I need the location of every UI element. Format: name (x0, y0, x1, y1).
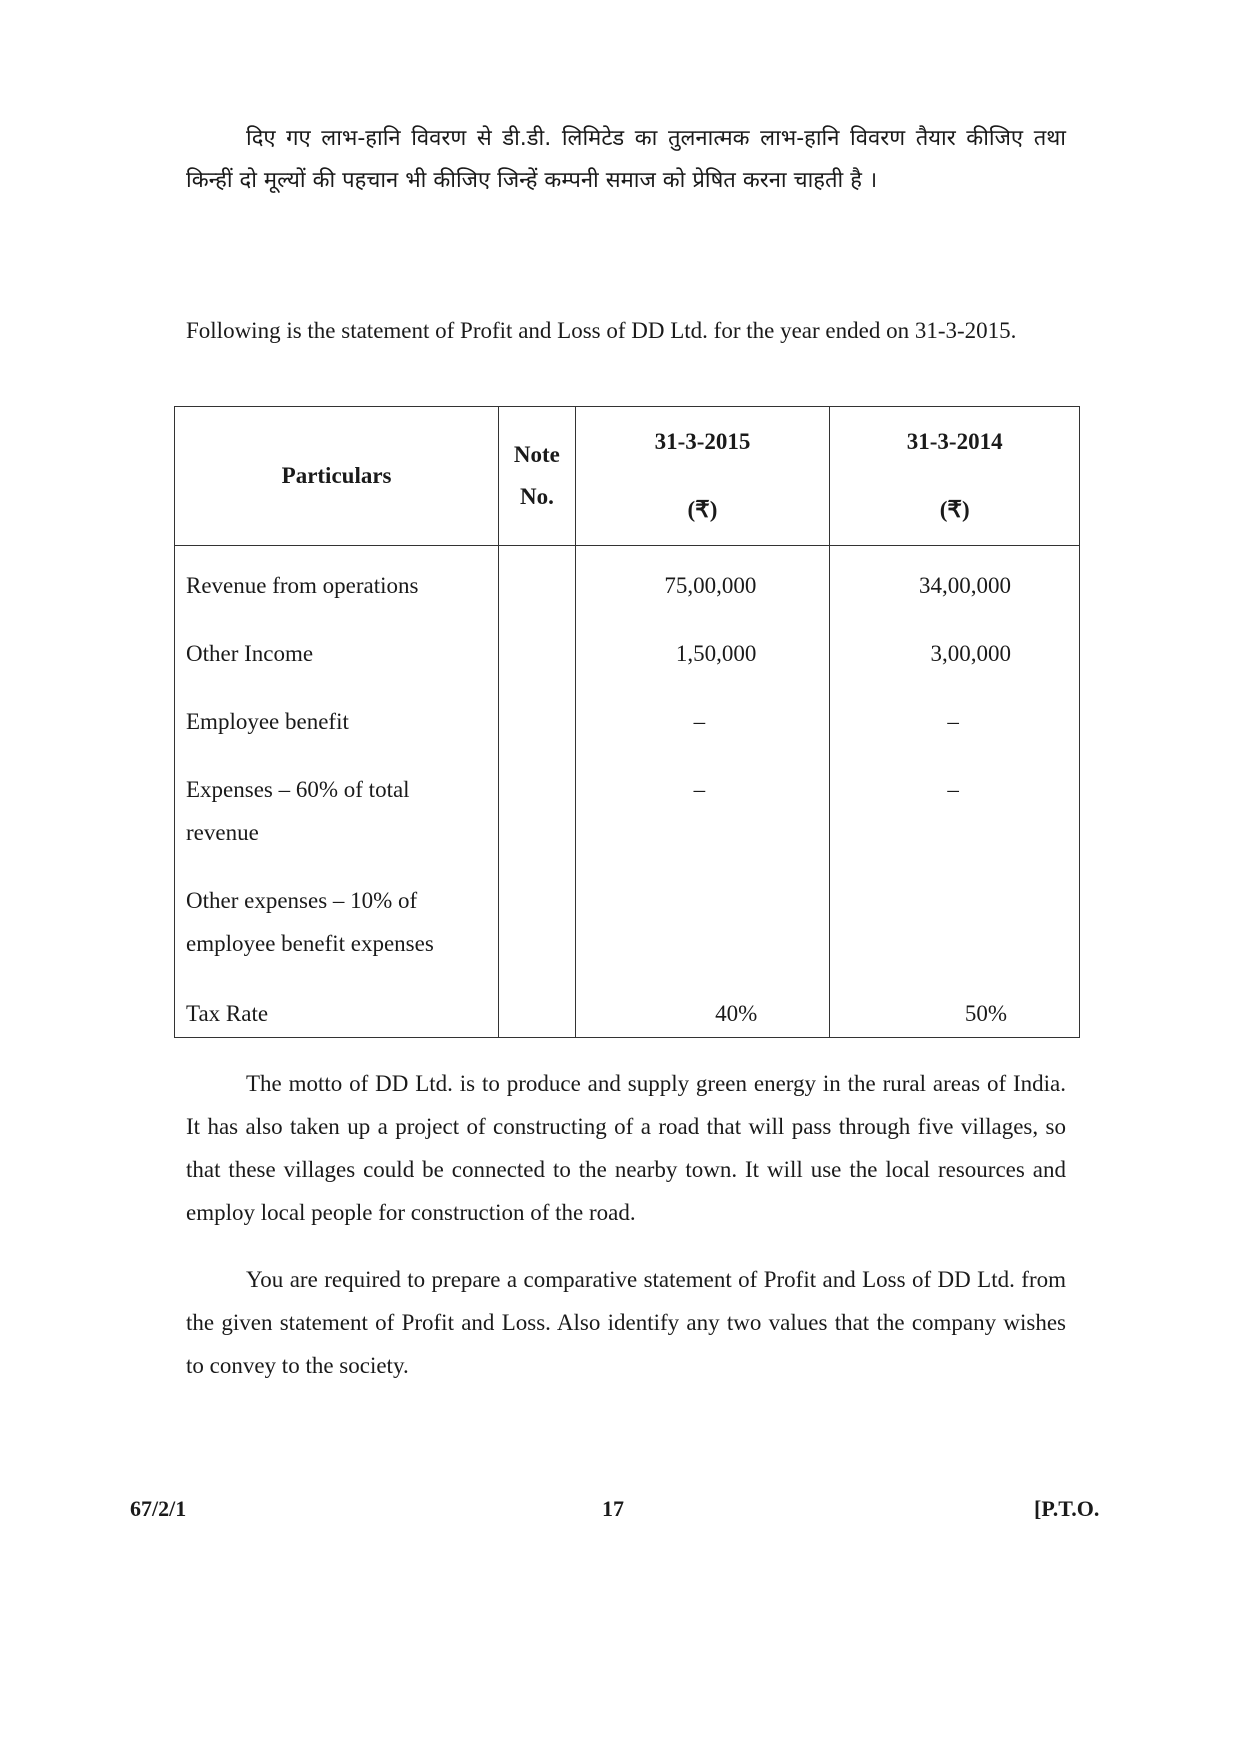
row-particulars (175, 854, 499, 965)
row-note (499, 675, 576, 743)
row-particulars: Revenue from operations (175, 546, 499, 608)
intro-paragraph: Following is the statement of Profit and Loss of DD Ltd. for the year ended on 31-3-2015. (186, 318, 1017, 343)
header-year-2015-unit: (₹) (687, 497, 718, 522)
header-year-2014-unit: (₹) (939, 497, 970, 522)
row-value-2015 (575, 854, 830, 965)
row-particulars: Employee benefit (175, 675, 499, 743)
header-year-2015 (575, 407, 830, 546)
hindi-paragraph: दिए गए लाभ-हानि विवरण से डी.डी. लिमिटेड का तुलनात्मक लाभ-हानि विवरण तैयार कीजिए तथा किन्हीं दो मूल्यों की पहचान भी कीजिए जिन्हें कम्पनी समाज को प्रेषित करना चाहती है । (186, 126, 1066, 193)
header-particulars: Particulars (175, 407, 499, 546)
row-note (499, 965, 576, 1038)
table-row (175, 607, 1080, 675)
intro-text (186, 308, 1066, 353)
table-row (175, 546, 1080, 608)
row-value-2015: 40% (575, 965, 830, 1038)
motto-paragraph: The motto of DD Ltd. is to produce and supply green energy in the rural areas of India. It has also taken up a project of constructing of a road that will pass through five villages, so that these villages could be connected to the nearby town. It will use the local resources and employ local people for construction of the road. (186, 1071, 1066, 1225)
row-particulars-line2: employee benefit expenses (186, 931, 434, 956)
header-year-2015-date: 31-3-2015 (654, 429, 751, 454)
row-particulars-line1: Other expenses – 10% of (186, 888, 418, 913)
row-value-2014: 3,00,000 (830, 607, 1080, 675)
footer-page-number: 17 (602, 1496, 624, 1521)
table-row (175, 854, 1080, 965)
hindi-question-text (186, 118, 1066, 202)
table-row (175, 675, 1080, 743)
row-particulars-line1: Expenses – 60% of total (186, 777, 410, 802)
row-particulars: Other Income (175, 607, 499, 675)
header-note-line1: Note (513, 442, 560, 467)
row-note (499, 854, 576, 965)
row-value-2014: – (830, 675, 1080, 743)
header-year-2014-date: 31-3-2014 (906, 429, 1003, 454)
row-value-2014 (830, 854, 1080, 965)
row-value-2014: 34,00,000 (830, 546, 1080, 608)
row-value-2014: – (830, 743, 1080, 854)
table-row (175, 743, 1080, 854)
row-particulars: Tax Rate (175, 965, 499, 1038)
footer-paper-code: 67/2/1 (130, 1496, 187, 1521)
header-note-line2: No. (519, 484, 554, 509)
row-note (499, 607, 576, 675)
row-value-2014: 50% (830, 965, 1080, 1038)
table-header-row (175, 407, 1080, 546)
row-value-2015: 1,50,000 (575, 607, 830, 675)
task-text (186, 1258, 1066, 1387)
row-value-2015: – (575, 675, 830, 743)
header-year-2014 (830, 407, 1080, 546)
task-paragraph: You are required to prepare a comparative statement of Profit and Loss of DD Ltd. from the given statement of Profit and Loss. Also identify any two values that the company wishes to convey to the society. (186, 1267, 1066, 1378)
header-note-no (499, 407, 576, 546)
motto-text (186, 1062, 1066, 1234)
table-row (175, 965, 1080, 1038)
profit-loss-table (174, 406, 1080, 1038)
row-value-2015: – (575, 743, 830, 854)
row-particulars-line2: revenue (186, 820, 259, 845)
row-note (499, 743, 576, 854)
row-particulars (175, 743, 499, 854)
row-note (499, 546, 576, 608)
row-value-2015: 75,00,000 (575, 546, 830, 608)
footer-pto: [P.T.O. (1034, 1496, 1100, 1521)
